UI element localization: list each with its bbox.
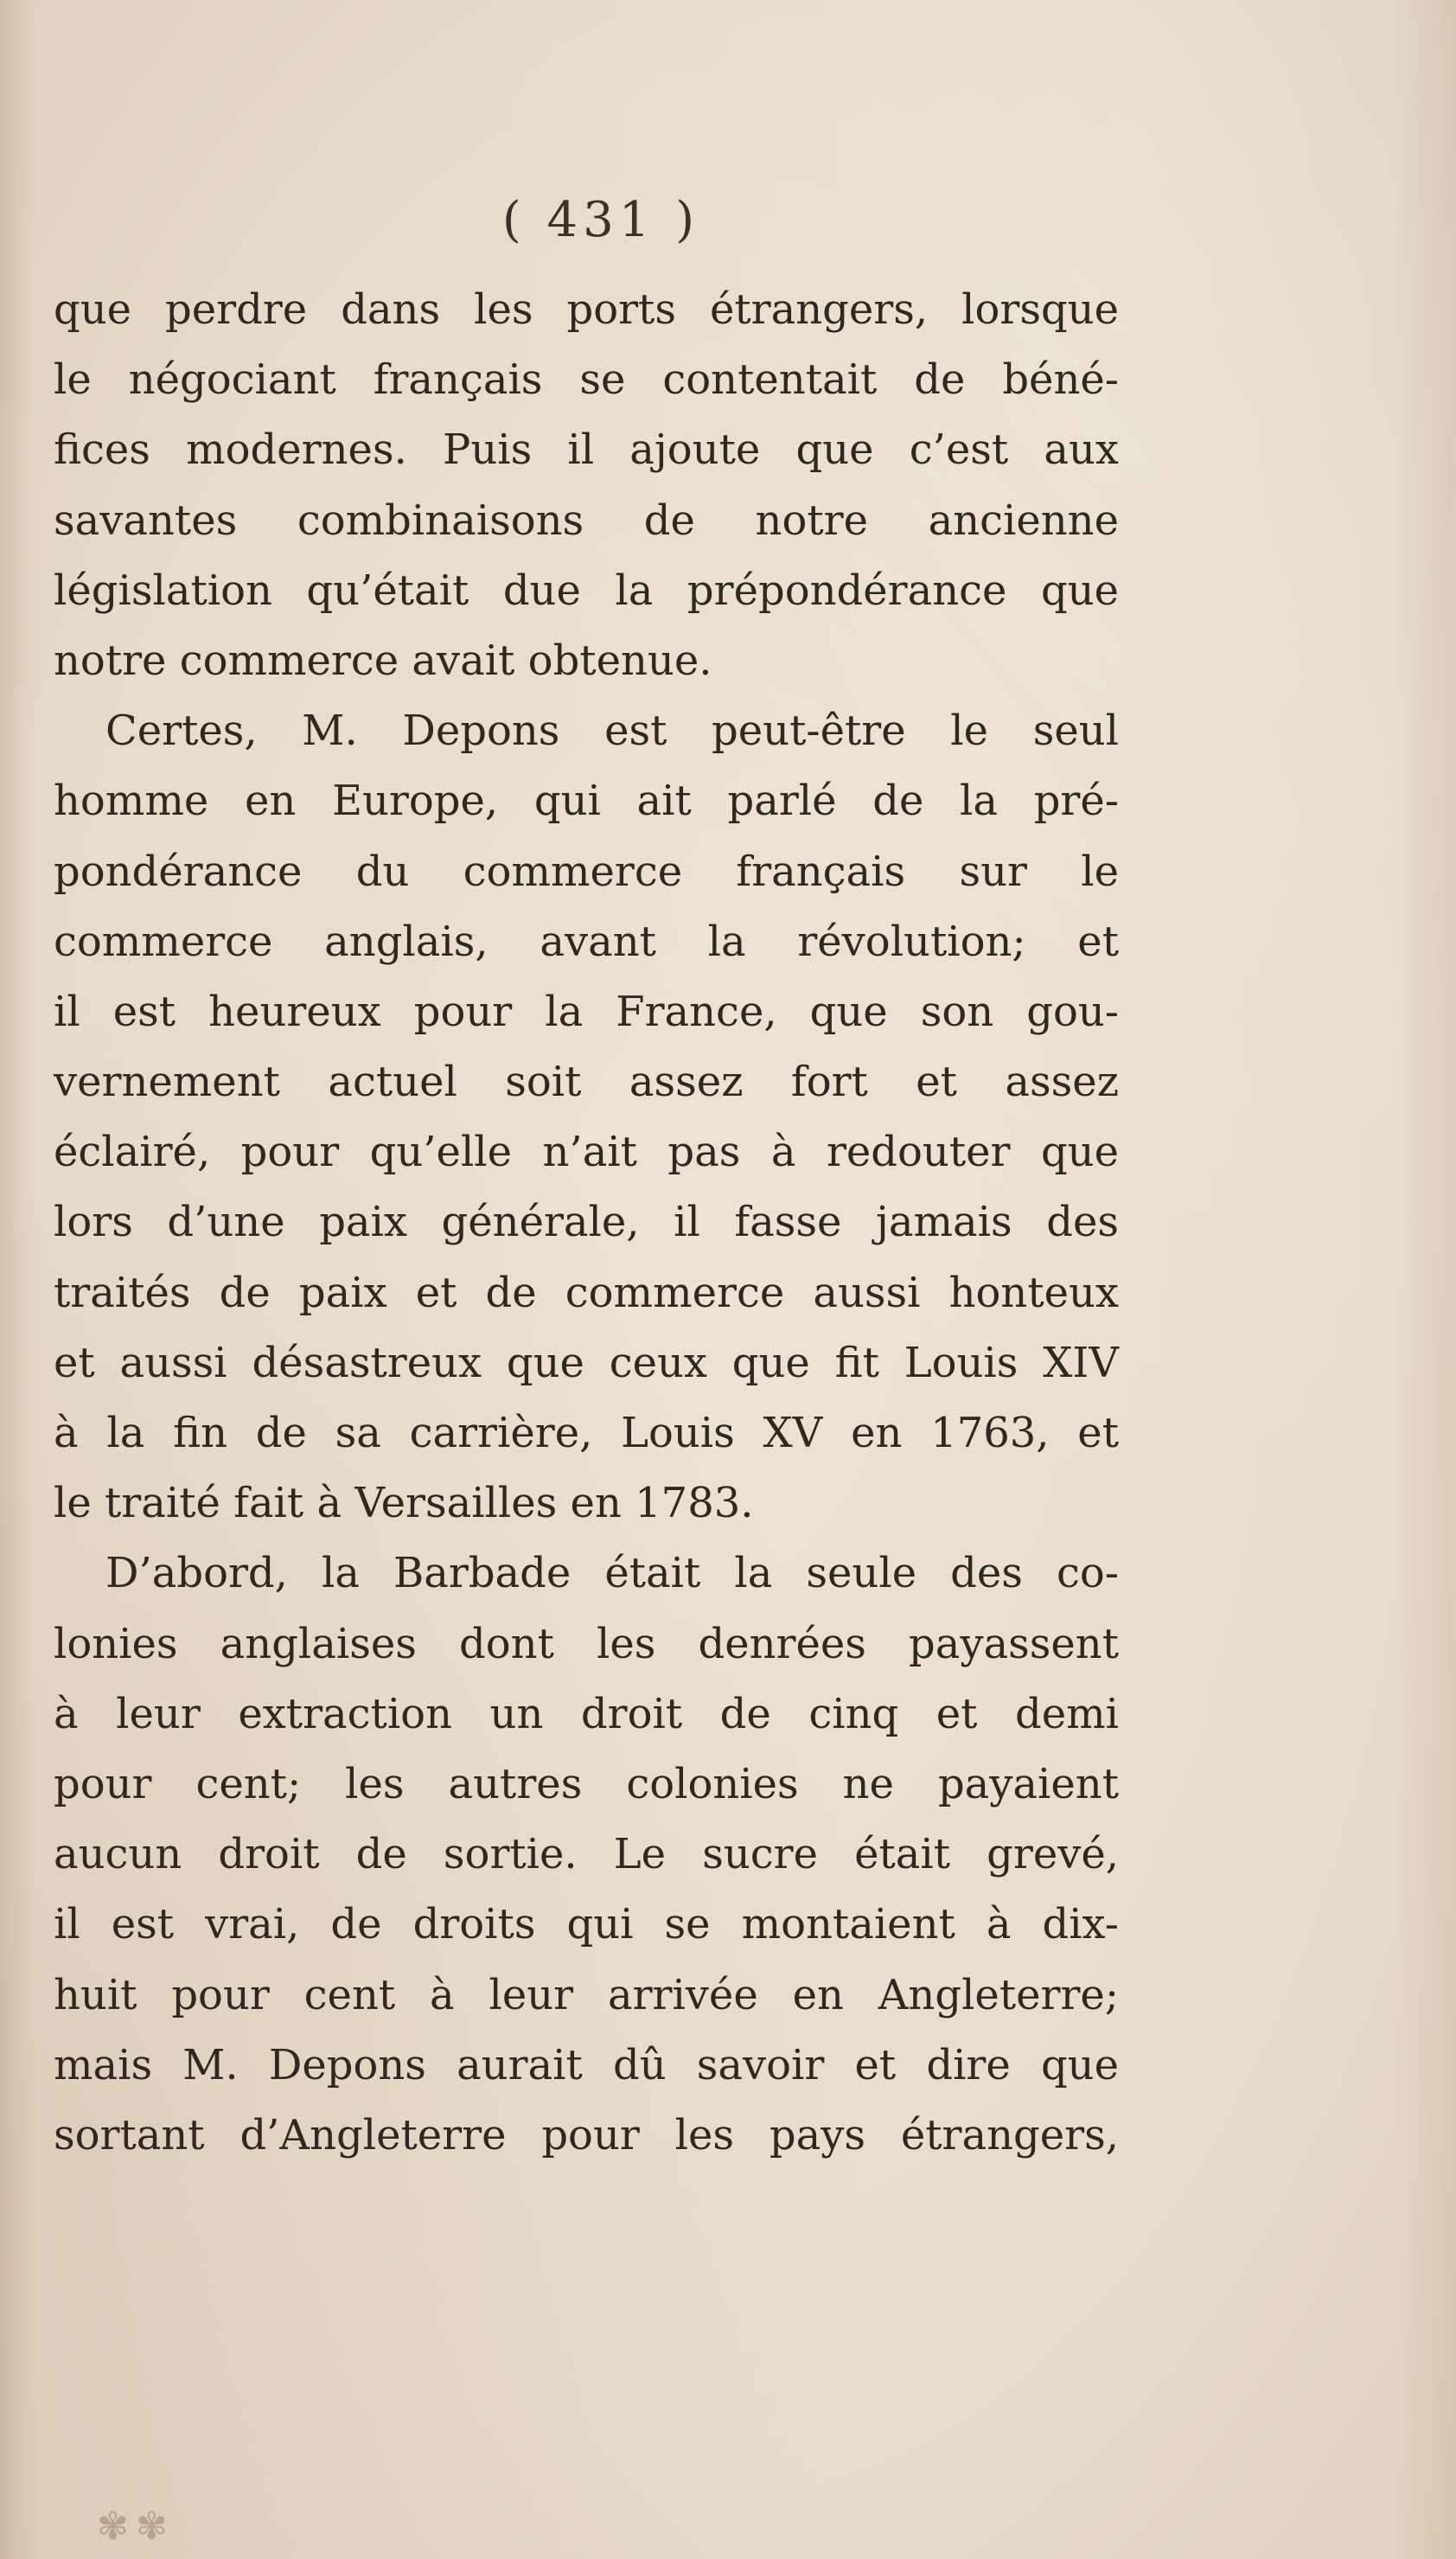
page-number: ( 431 )	[501, 192, 700, 248]
text-line: éclairé, pour qu’elle n’ait pas à redouter que	[54, 1128, 1119, 1177]
text-line: mais M. Depons aurait dû savoir et dire que	[54, 2040, 1119, 2089]
text-line: pour cent; les autres colonies ne payaient	[54, 1759, 1119, 1808]
text-line: à la fin de sa carrière, Louis XV en 1763, et	[54, 1409, 1119, 1457]
text-line: homme en Europe, qui ait parlé de la pré-	[54, 777, 1119, 826]
stamp-ornament-icon: ✾✾	[97, 2505, 175, 2549]
text-line: à leur extraction un droit de cinq et demi	[54, 1689, 1119, 1738]
text-line: il est heureux pour la France, que son gou-	[54, 987, 1119, 1036]
text-line: vernement actuel soit assez fort et assez	[54, 1058, 1119, 1107]
text-line: il est vrai, de droits qui se montaient à dix-	[54, 1900, 1119, 1949]
text-line: fices modernes. Puis il ajoute que c’est aux	[54, 425, 1119, 475]
text-line: commerce anglais, avant la révolution; et	[54, 917, 1119, 966]
page-text	[54, 275, 1119, 2171]
text-line: savantes combinaisons de notre ancienne	[54, 496, 1119, 545]
text-line: traités de paix et de commerce aussi honteux	[54, 1268, 1119, 1317]
paragraph-end-line: notre commerce avait obtenue.	[54, 636, 712, 685]
text-line: que perdre dans les ports étrangers, lorsque	[54, 285, 1119, 334]
text-line: législation qu’était due la prépondérance que	[54, 566, 1119, 615]
paragraph-start-line: Certes, M. Depons est peut-être le seul	[105, 707, 1119, 756]
paragraph-end-line: le traité fait à Versailles en 1783.	[54, 1479, 754, 1528]
text-line: lonies anglaises dont les denrées payassent	[54, 1619, 1119, 1668]
text-line: sortant d’Angleterre pour les pays étrangers,	[54, 2110, 1119, 2159]
text-line: pondérance du commerce français sur le	[54, 847, 1119, 896]
text-line: et aussi désastreux que ceux que fit Louis XIV	[54, 1338, 1119, 1387]
text-line: le négociant français se contentait de béné-	[54, 355, 1119, 405]
text-line: lors d’une paix générale, il fasse jamais des	[54, 1198, 1119, 1247]
text-line: huit pour cent à leur arrivée en Angleterre;	[54, 1970, 1119, 2019]
paragraph-start-line: D’abord, la Barbade était la seule des co-	[105, 1549, 1119, 1598]
text-line: aucun droit de sortie. Le sucre était grevé,	[54, 1830, 1119, 1879]
